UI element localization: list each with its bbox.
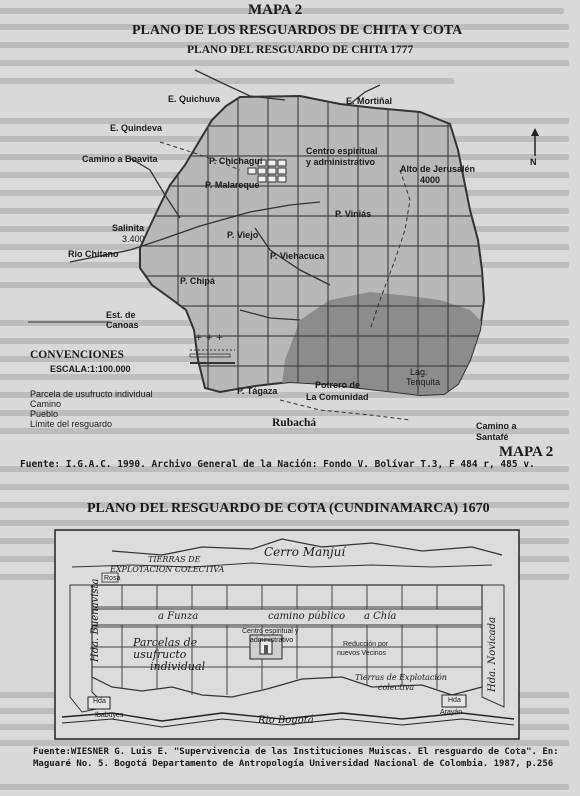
label-a-funza: a Funza — [158, 611, 199, 622]
label-tierras-3: Tierras de Explotación — [355, 673, 447, 682]
map1-header: MAPA 2 — [248, 2, 303, 18]
label-centro-cota-2: administrativo — [250, 637, 294, 644]
label-quindeva: E. Quindeva — [110, 123, 163, 133]
label-rosa: Rosa — [104, 575, 121, 582]
map2-source-2: Maguaré No. 5. Bogotá Departamento de Antropología Universidad Nacional de Colombia. 1987, p.256 — [33, 759, 554, 769]
label-viehacuca: P. Viehacuca — [270, 251, 325, 261]
label-potrero-1: Potrero de — [315, 380, 361, 390]
label-tagaza: P. Tágaza — [237, 386, 278, 396]
label-cerro-manjui: Cerro Manjuí — [264, 545, 346, 559]
label-salinita: Salinita — [112, 223, 145, 233]
label-vinias: P. Viniás — [335, 209, 372, 219]
label-canoas-1: Est. de — [106, 310, 136, 320]
north-arrow-icon — [531, 128, 539, 156]
legend-pueblo: Pueblo — [30, 409, 59, 419]
legend-limite: Límite del resguardo — [30, 419, 113, 429]
label-viejo: P. Viejo — [227, 230, 259, 240]
label-parcelas-1: Parcelas de — [133, 636, 198, 649]
label-tierras-1: TIERRAS DE — [148, 555, 201, 564]
label-hda-left-1: Hda — [93, 698, 106, 705]
label-chichagui: P. Chichaguí — [209, 156, 263, 166]
north-label: N — [530, 157, 537, 167]
label-hda-novicada: Hda. Novicada — [487, 617, 498, 692]
label-salinita-alt: 3.400 — [122, 234, 145, 244]
label-parcelas-3: individual — [150, 660, 206, 673]
label-mortinal: E. Mortiñal — [346, 96, 393, 106]
label-laguna-2: Tenquita — [406, 377, 441, 387]
map1-title: PLANO DE LOS RESGUARDOS DE CHITA Y COTA — [132, 23, 463, 38]
map2-source-1: Fuente:WIESNER G. Luis E. "Supervivencia de las Instituciones Muiscas. El resguardo de Cota". En: — [33, 747, 559, 757]
label-tierras-4: colectiva — [378, 683, 415, 692]
map2-title: PLANO DEL RESGUARDO DE COTA (CUNDINAMARCA) 1670 — [87, 501, 490, 516]
label-reduccion-2: nuevos Vecinos — [337, 650, 387, 657]
legend-title: CONVENCIONES — [30, 349, 124, 361]
label-reduccion-1: Reducción por — [343, 641, 389, 648]
label-hda-left-2: Ibabuyes — [95, 712, 124, 719]
label-centro-1: Centro espiritual — [306, 146, 378, 156]
label-tierras-2: EXPLOTACION COLECTIVA — [110, 565, 225, 574]
label-rio-bogota: Rio Bogotá — [258, 715, 314, 726]
label-hda-right-1: Hda — [448, 697, 461, 704]
label-potrero-2: La Comunidad — [306, 392, 369, 402]
label-centro-cota-1: Centro espiritual y — [242, 628, 299, 635]
legend-camino: Camino — [30, 399, 62, 409]
label-a-chia: a Chía — [364, 611, 397, 622]
label-rio-chitano: Rio Chitano — [68, 249, 119, 259]
label-canoas-2: Canoas — [106, 320, 139, 330]
legend-parcela: Parcela de usufructo individual — [30, 389, 153, 399]
label-jerusalen: Alto de Jerusalén — [400, 164, 476, 174]
label-laguna-1: Lag. — [410, 367, 428, 377]
label-rubacha: Rubachá — [272, 417, 317, 429]
label-hda-buenavista: Hda. Buenavista — [90, 578, 101, 662]
map1-source: Fuente: I.G.A.C. 1990. Archivo General de la Nación: Fondo V. Bolívar T.3, F 484 r, 485 v. — [20, 459, 535, 470]
label-malareque: P. Malareque — [205, 180, 260, 190]
map1-subtitle: PLANO DEL RESGUARDO DE CHITA 1777 — [187, 44, 414, 56]
label-camino-publico: camino público — [268, 611, 346, 622]
label-chipa: P. Chipá — [180, 276, 215, 286]
label-hda-right-2: Arayán — [440, 709, 463, 716]
label-santafe-1: Camino a — [476, 421, 517, 431]
label-santafe-2: Santafé — [476, 432, 509, 442]
legend-scale: ESCALA:1:100.000 — [50, 364, 131, 374]
label-quichuva: E. Quichuva — [168, 94, 221, 104]
label-jerusalen-alt: 4000 — [420, 175, 441, 185]
map2-header: MAPA 2 — [499, 444, 554, 460]
label-centro-2: y administrativo — [306, 157, 376, 167]
label-boavita: Camino a Boavita — [82, 154, 158, 164]
svg-text:+ + +: + + + — [195, 333, 224, 343]
label-parcelas-2: usufructo — [133, 648, 187, 661]
